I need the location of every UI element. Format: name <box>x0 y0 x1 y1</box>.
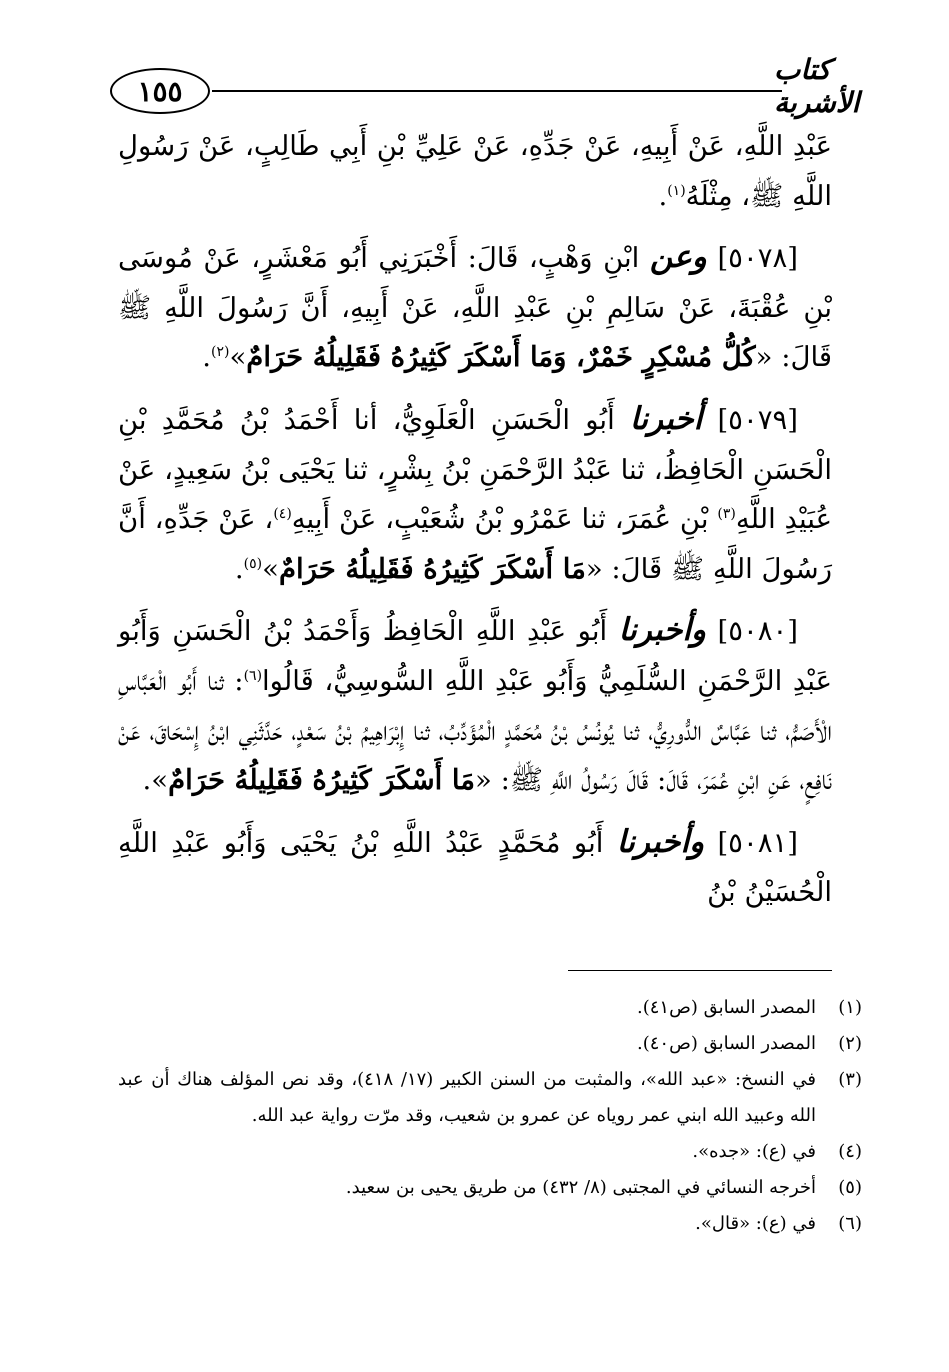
footnote-number: (١) <box>838 997 862 1018</box>
book-title-logo: كتاب الأشربة <box>774 53 860 119</box>
footnote-item <box>118 990 862 1026</box>
footnote-number: (٣) <box>838 1069 862 1090</box>
text: . <box>658 179 668 212</box>
footnote-number: (٤) <box>838 1141 862 1162</box>
hadith-number: [٥٠٨٠] <box>717 615 799 648</box>
hadith-lead-word: وعن <box>649 239 707 276</box>
hadith-5078 <box>118 233 832 383</box>
footnote-ref: (١) <box>667 182 686 199</box>
hadith-matn: كُلُّ مُسْكِرٍ خَمْرٌ، وَمَا أَسْكَرَ كَثِيرُهُ فَقَلِيلُهُ حَرَامٌ <box>246 341 756 374</box>
text: . <box>202 341 211 374</box>
hadith-matn: مَا أَسْكَرَ كَثِيرُهُ فَقَلِيلُهُ حَرَامٌ <box>168 764 475 797</box>
footnote-text: في (ع): «جده». <box>692 1141 816 1162</box>
text: عَبْدِ اللَّهِ، عَنْ أَبِيهِ، عَنْ جَدِّهِ، عَنْ عَلِيِّ بْنِ أَبِي طَالِبٍ، عَنْ رَسُولِ اللَّهِ ﷺ، مِثْلَهُ <box>118 130 832 212</box>
text: ابْنِ وَهْبٍ، قَالَ: أَخْبَرَنِي أَبُو مَعْشَرٍ، عَنْ مُوسَى بْنِ عُقْبَةَ، عَنْ سَالِمِ بْنِ عَبْدِ اللَّهِ، عَنْ أَبِيهِ، أَنَّ رَسُولَ اللَّهِ ﷺ قَالَ: « <box>118 242 832 374</box>
text: أَبُو الْحَسَنِ الْعَلَوِيُّ، أنا أَحْمَدُ بْنُ مُحَمَّدِ بْنِ الْحَسَنِ الْحَافِظُ، ثنا عَبْدُ الرَّحْمَنِ بْنُ بِشْرٍ، ثنا يَحْيَى بْنُ سَعِيدٍ، عَنْ عُبَيْدِ اللَّهِ <box>118 403 832 536</box>
footnote-ref: (٦) <box>243 667 263 684</box>
footnote-item <box>118 1026 862 1062</box>
footnote-separator <box>568 970 832 971</box>
footnote-text: أخرجه النسائي في المجتبى (٨/ ٤٣٢) من طريق يحيى بن سعيد. <box>345 1177 816 1198</box>
footnote-number: (٥) <box>838 1177 862 1198</box>
footnote-ref: (٣) <box>717 506 736 522</box>
footnote-ref: (٢) <box>211 344 230 361</box>
footnote-number: (٦) <box>838 1213 862 1234</box>
hadith-5079 <box>118 395 832 594</box>
footnote-text: المصدر السابق (ص٤١). <box>636 997 816 1018</box>
hadith-number: [٥٠٨١] <box>717 826 798 859</box>
text: » <box>262 552 279 585</box>
footnote-text: المصدر السابق (ص٤٠). <box>636 1033 816 1054</box>
main-text <box>118 122 832 930</box>
paragraph-continuation <box>118 122 832 221</box>
footnote-text: في النسخ: «عبد الله»، والمثبت من السنن الكبير (١٧/ ٤١٨)، وقد نص المؤلف هناك أن عبد الله وعبيد الله ابني عمر روياه عن عمرو بن شعيب، وقد مرّت رواية عبد الله. <box>118 1069 816 1126</box>
page-header <box>100 53 860 119</box>
page-number-badge: ١٥٥ <box>110 68 210 114</box>
hadith-lead-word: أخبرنا <box>629 400 703 437</box>
footnote-item <box>118 1206 862 1242</box>
text: أَبُو مُحَمَّدٍ عَبْدُ اللَّهِ بْنُ يَحْيَى وَأَبُو عَبْدِ اللَّهِ الْحُسَيْنُ بْنُ <box>118 826 832 909</box>
text: أَبُو عَبْدِ اللَّهِ الْحَافِظُ وَأَحْمَدُ بْنُ الْحَسَنِ وَأَبُو عَبْدِ الرَّحْمَنِ السُّلَمِيُّ وَأَبُو عَبْدِ اللَّهِ السُّوسِيُّ، قَالُوا <box>118 615 832 697</box>
hadith-lead-word: وأخبرنا <box>618 612 706 649</box>
hadith-5080 <box>118 606 832 805</box>
footnotes <box>118 990 862 1242</box>
text: . <box>234 552 244 585</box>
text: » <box>229 341 247 374</box>
text: : ثنا أَبُو الْعَبَّاسِ الْأَصَمُّ، ثنا عَبَّاسٌ الدُّورِيُّ، ثنا يُونُسُ بْنُ مُحَمَّدٍ الْمُؤَدِّبُ، ثنا إِبْرَاهِيمُ بْنُ سَعْدٍ، حَدَّثَنِي ابْنُ إِسْحَاقَ، عَنْ نَافِعٍ، عَنِ ابْنِ عُمَرَ، قَالَ: قَالَ رَسُولُ اللَّهِ ﷺ: « <box>118 664 832 797</box>
hadith-number: [٥٠٧٩] <box>717 403 798 436</box>
footnote-item <box>118 1062 862 1134</box>
footnote-number: (٢) <box>838 1033 862 1054</box>
footnote-ref: (٥) <box>243 555 263 572</box>
footnote-ref: (٤) <box>273 506 292 522</box>
text: ، عَنْ جَدِّهِ، أَنَّ رَسُولَ اللَّهِ ﷺ قَالَ: « <box>118 503 832 585</box>
header-rule <box>212 90 782 92</box>
hadith-number: [٥٠٧٨] <box>717 242 798 275</box>
footnote-item <box>118 1134 862 1170</box>
hadith-5081 <box>118 818 832 918</box>
text: ». <box>142 764 169 797</box>
hadith-matn: مَا أَسْكَرَ كَثِيرُهُ فَقَلِيلُهُ حَرَامٌ <box>278 552 586 585</box>
hadith-lead-word: وأخبرنا <box>616 823 705 860</box>
text: بْنِ عُمَرَ، ثنا عَمْرُو بْنُ شُعَيْبٍ، عَنْ أَبِيهِ <box>291 503 718 536</box>
footnote-item <box>118 1170 862 1206</box>
footnote-text: في (ع): «قال». <box>695 1213 816 1234</box>
